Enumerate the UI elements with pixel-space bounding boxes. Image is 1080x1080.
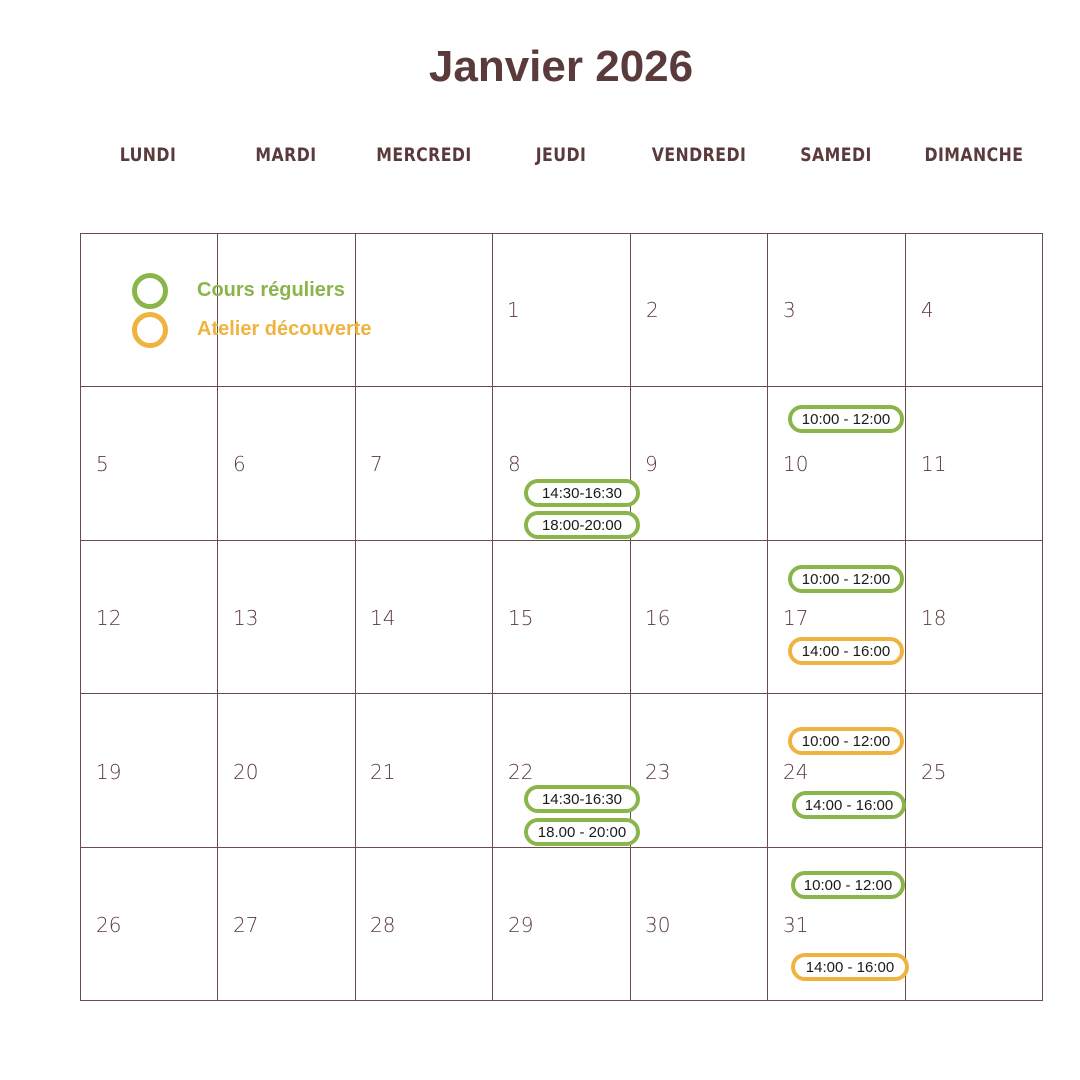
grid-divider [217,233,218,1001]
event-regular-course[interactable]: 18:00-20:00 [524,511,640,539]
calendar-title: Janvier 2026 [428,42,694,91]
day-cell[interactable]: 18 [921,606,947,630]
event-regular-course[interactable]: 10:00 - 12:00 [788,405,904,433]
weekday-tuesday: MARDI [255,144,317,166]
grid-divider [80,847,1043,848]
weekday-wednesday: MERCREDI [376,144,472,166]
grid-divider [1042,233,1043,1001]
day-cell[interactable]: 8 [508,452,521,476]
legend-discovery-label: Atelier découverte [197,318,372,340]
day-cell[interactable]: 22 [508,760,534,784]
event-regular-course[interactable]: 14:30-16:30 [524,479,640,507]
event-regular-course[interactable]: 10:00 - 12:00 [788,565,904,593]
weekday-friday: VENDREDI [651,144,747,166]
discovery-workshop-legend-icon [132,312,168,348]
day-cell[interactable]: 16 [645,606,671,630]
grid-divider [80,693,1043,694]
grid-divider [905,233,906,1001]
day-cell[interactable]: 15 [508,606,534,630]
weekday-saturday: SAMEDI [800,144,872,166]
day-cell[interactable]: 30 [645,913,671,937]
weekday-monday: LUNDI [119,144,177,166]
day-cell[interactable]: 3 [783,298,796,322]
day-cell[interactable]: 29 [508,913,534,937]
day-cell[interactable]: 1 [507,298,520,322]
day-cell[interactable]: 14 [370,606,396,630]
event-regular-course[interactable]: 10:00 - 12:00 [791,871,905,899]
day-cell[interactable]: 4 [921,298,934,322]
day-cell[interactable]: 26 [96,913,122,937]
day-cell[interactable]: 2 [646,298,659,322]
day-cell[interactable]: 23 [645,760,671,784]
grid-divider [80,540,1043,541]
event-regular-course[interactable]: 14:00 - 16:00 [792,791,906,819]
day-cell[interactable]: 10 [783,452,809,476]
event-regular-course[interactable]: 14:30-16:30 [524,785,640,813]
day-cell[interactable]: 24 [783,760,809,784]
grid-divider [767,233,768,1001]
day-cell[interactable]: 7 [370,452,383,476]
day-cell[interactable]: 28 [370,913,396,937]
grid-divider [80,1000,1043,1001]
day-cell[interactable]: 25 [921,760,947,784]
day-cell[interactable]: 5 [96,452,109,476]
day-cell[interactable]: 21 [370,760,396,784]
day-cell[interactable]: 27 [233,913,259,937]
event-regular-course[interactable]: 18.00 - 20:00 [524,818,640,846]
day-cell[interactable]: 31 [783,913,809,937]
regular-course-legend-icon [132,273,168,309]
day-cell[interactable]: 17 [783,606,809,630]
weekday-thursday: JEUDI [535,144,587,166]
day-cell[interactable]: 19 [96,760,122,784]
grid-divider [355,233,356,1001]
event-discovery-workshop[interactable]: 14:00 - 16:00 [788,637,904,665]
grid-divider [80,386,1043,387]
grid-divider [630,233,631,1001]
day-cell[interactable]: 20 [233,760,259,784]
weekday-sunday: DIMANCHE [924,144,1024,166]
day-cell[interactable]: 11 [921,452,947,476]
event-discovery-workshop[interactable]: 10:00 - 12:00 [788,727,904,755]
day-cell[interactable]: 6 [233,452,246,476]
legend-regular-label: Cours réguliers [197,279,345,301]
day-cell[interactable]: 12 [96,606,122,630]
event-discovery-workshop[interactable]: 14:00 - 16:00 [791,953,909,981]
day-cell[interactable]: 13 [233,606,259,630]
grid-divider [492,233,493,1001]
day-cell[interactable]: 9 [645,452,658,476]
